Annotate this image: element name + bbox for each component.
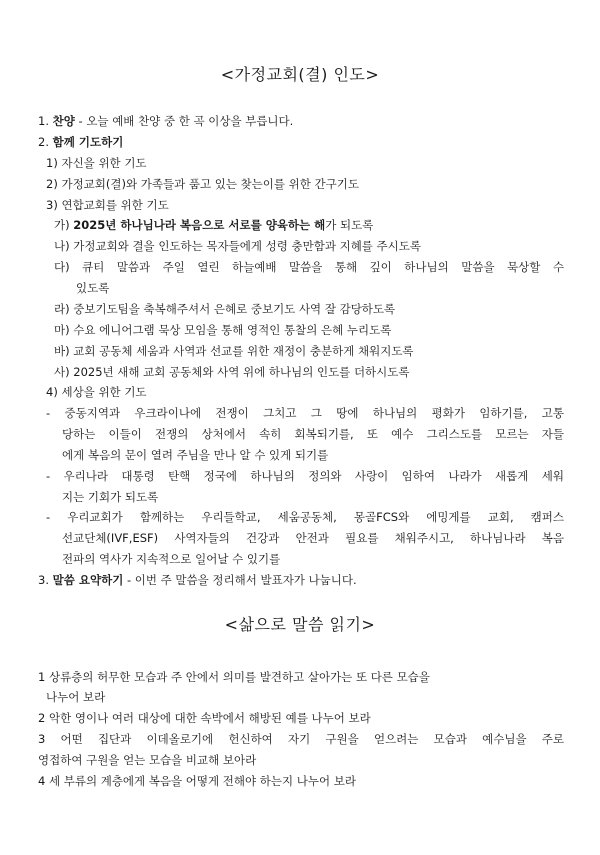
world-item-1-cont: 당하는 이들이 전쟁의 상처에서 속히 회복되기를, 또 예수 그리스도를 모르는 자들: [62, 427, 564, 441]
church-item-ba: 바) 교회 공동체 세움과 사역과 선교를 위한 재정이 충분하게 채워지도록: [54, 344, 414, 358]
world-item-3-cont: 선교단체(IVF,ESF) 사역자들의 건강과 안전과 필요를 채워주시고, 하나님나라 복음: [62, 531, 564, 545]
sub-self: 1) 자신을 위한 기도: [46, 156, 147, 170]
item-pray-together: 2. 함께 기도하기: [38, 135, 124, 149]
pray-together-label: 함께 기도하기: [52, 135, 124, 149]
church-item-ma: 마) 수요 에니어그램 묵상 모임을 통해 영적인 통찰의 은혜 누리도록: [54, 323, 392, 337]
question-3: 3 어떤 집단과 이데올로기에 헌신하여 자기 구원을 얻으려는 모습과 예수님을 주로: [38, 732, 564, 746]
church-item-sa: 사) 2025년 새해 교회 공동체와 사역 위에 하나님의 인도를 더하시도록: [54, 365, 410, 379]
world-item-3: - 우리교회가 함께하는 우리들학교, 세움공동체, 몽골FCS와 에밍게를 교회, 캠퍼스: [46, 510, 564, 524]
question-2: 2 악한 영이나 여러 대상에 대한 속박에서 해방된 예를 나누어 보라: [38, 711, 371, 725]
question-1: 1 상류층의 허무한 모습과 주 안에서 의미를 발견하고 살아가는 또 다른 모습을: [38, 670, 430, 684]
church-item-na: 나) 가정교회와 결을 인도하는 목자들에게 성령 충만함과 지혜를 주시도록: [54, 239, 421, 253]
church-theme: 2025년 하나님나라 복음으로 서로를 양육하는 해: [73, 218, 326, 232]
item-praise: 1. 찬양 - 오늘 예배 찬양 중 한 곡 이상을 부릅니다.: [38, 114, 294, 128]
church-item-da-cont: 있도록: [76, 281, 110, 295]
summary-label: 말씀 요약하기: [52, 573, 124, 587]
world-item-2: - 우리나라 대통령 탄핵 정국에 하나님의 정의와 사랑이 임하여 나라가 새롭게 세워: [46, 469, 564, 483]
church-item-ga: 가) 2025년 하나님나라 복음으로 서로를 양육하는 해가 되도록: [54, 218, 374, 232]
church-item-ra: 라) 중보기도팀을 축복해주셔서 은혜로 중보기도 사역 잘 감당하도록: [54, 302, 396, 316]
world-item-3-cont2: 전파의 역사가 지속적으로 일어날 수 있기를: [62, 552, 281, 566]
world-item-2-cont: 지는 기회가 되도록: [62, 490, 159, 504]
praise-label: 찬양: [52, 114, 75, 128]
reading-title: <삶으로 말씀 읽기>: [224, 615, 376, 634]
sub-family: 2) 가정교회(결)와 가족들과 품고 있는 찾는이를 위한 간구기도: [46, 177, 359, 191]
sub-world: 4) 세상을 위한 기도: [46, 385, 147, 399]
sub-church: 3) 연합교회를 위한 기도: [46, 198, 169, 212]
world-item-1: - 중동지역과 우크라이나에 전쟁이 그치고 그 땅에 하나님의 평화가 임하기를, 고통: [46, 406, 564, 420]
guide-title: <가정교회(결) 인도>: [220, 65, 380, 84]
church-item-da: 다) 큐티 말씀과 주일 열린 하늘예배 말씀을 통해 깊이 하나님의 말씀을 묵상할 수: [54, 260, 564, 274]
item-summary: 3. 말씀 요약하기 - 이번 주 말씀을 정리해서 발표자가 나눕니다.: [38, 573, 357, 587]
question-3-cont: 영접하여 구원을 얻는 모습을 비교해 보아라: [38, 753, 257, 767]
world-item-1-cont2: 에게 복음의 문이 열려 주님을 만나 알 수 있게 되기를: [62, 448, 329, 462]
question-1-cont: 나누어 보라: [46, 690, 106, 704]
question-4: 4 세 부류의 계층에게 복음을 어떻게 전해야 하는지 나누어 보라: [38, 774, 356, 788]
